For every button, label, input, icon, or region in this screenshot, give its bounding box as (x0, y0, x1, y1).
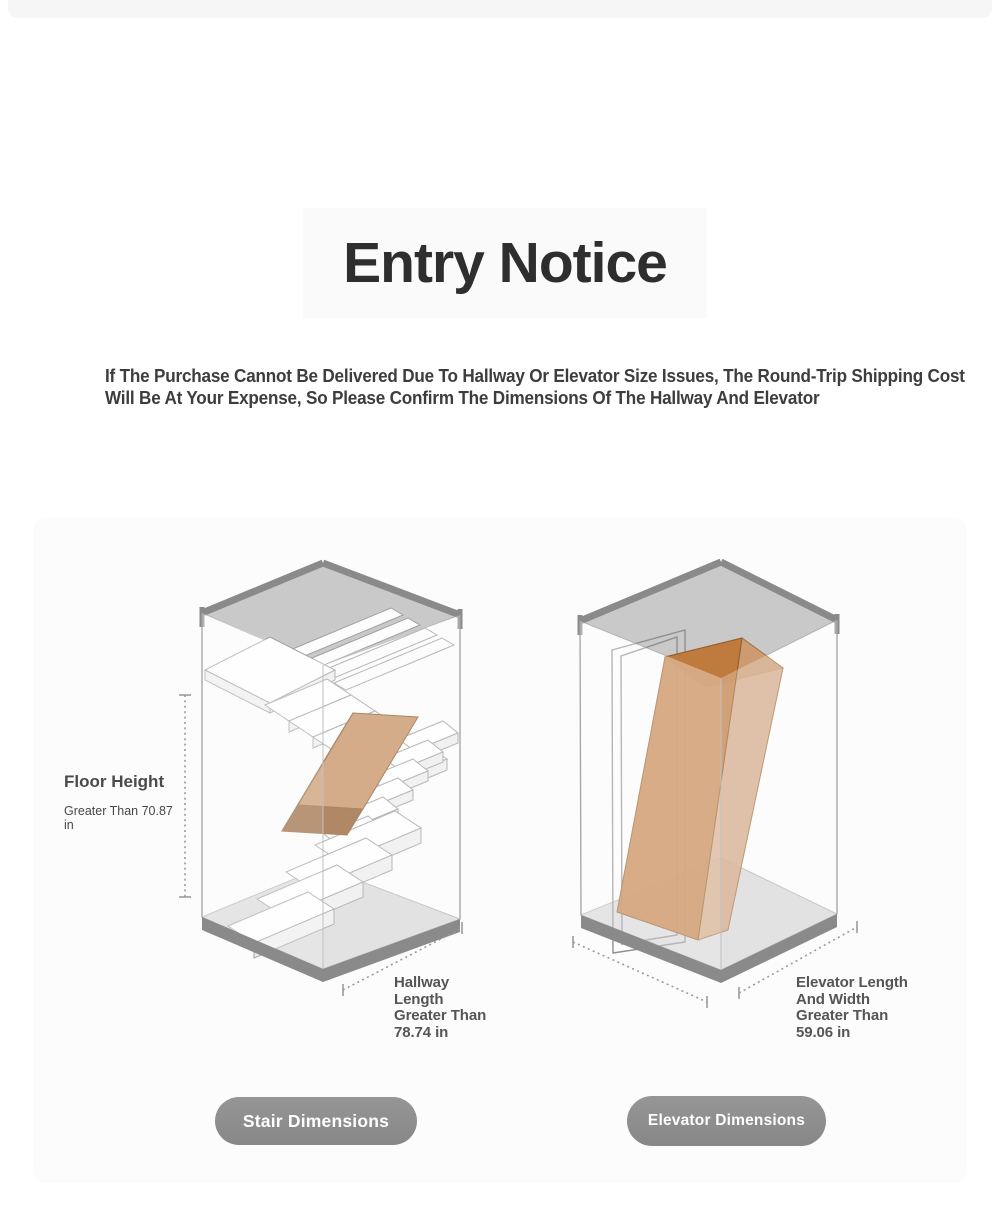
title-panel (303, 208, 707, 318)
previous-section-edge (8, 0, 992, 18)
hallway-label-line: Length (394, 990, 444, 1008)
page-title: Entry Notice (343, 231, 667, 295)
hallway-length-label (394, 975, 486, 1041)
elevator-label-line: Greater Than (796, 1007, 889, 1024)
elevator-label-line: And Width (796, 990, 870, 1008)
elevator-label-line: Elevator Length (796, 974, 908, 991)
hallway-label-line: Greater Than (394, 1007, 487, 1024)
elevator-illustration (555, 545, 875, 1015)
elevator-glass-walls (580, 620, 837, 983)
floor-height-label: Floor Height (64, 772, 165, 791)
elevator-dimensions-button[interactable]: Elevator Dimensions (627, 1096, 826, 1146)
floor-height-value: Greater Than 70.87 in (64, 804, 173, 832)
stair-dimensions-button[interactable]: Stair Dimensions (215, 1097, 417, 1145)
notice-paragraph: If The Purchase Cannot Be Delivered Due To Hallway Or Elevator Size Issues, The Round-Trip Shipping Cost Will Be At Your Expense, So Please Confirm The Dimensions Of The Hallway And Elevator (105, 366, 965, 408)
stairs-glass-walls (202, 613, 460, 982)
hallway-label-line: 78.74 in (394, 1023, 449, 1041)
stairs-illustration (165, 545, 485, 1015)
elevator-label-line: 59.06 in (796, 1023, 851, 1041)
elevator-size-label (796, 975, 908, 1041)
hallway-label-line: Hallway (394, 974, 450, 991)
floor-height-label-block (64, 772, 182, 832)
